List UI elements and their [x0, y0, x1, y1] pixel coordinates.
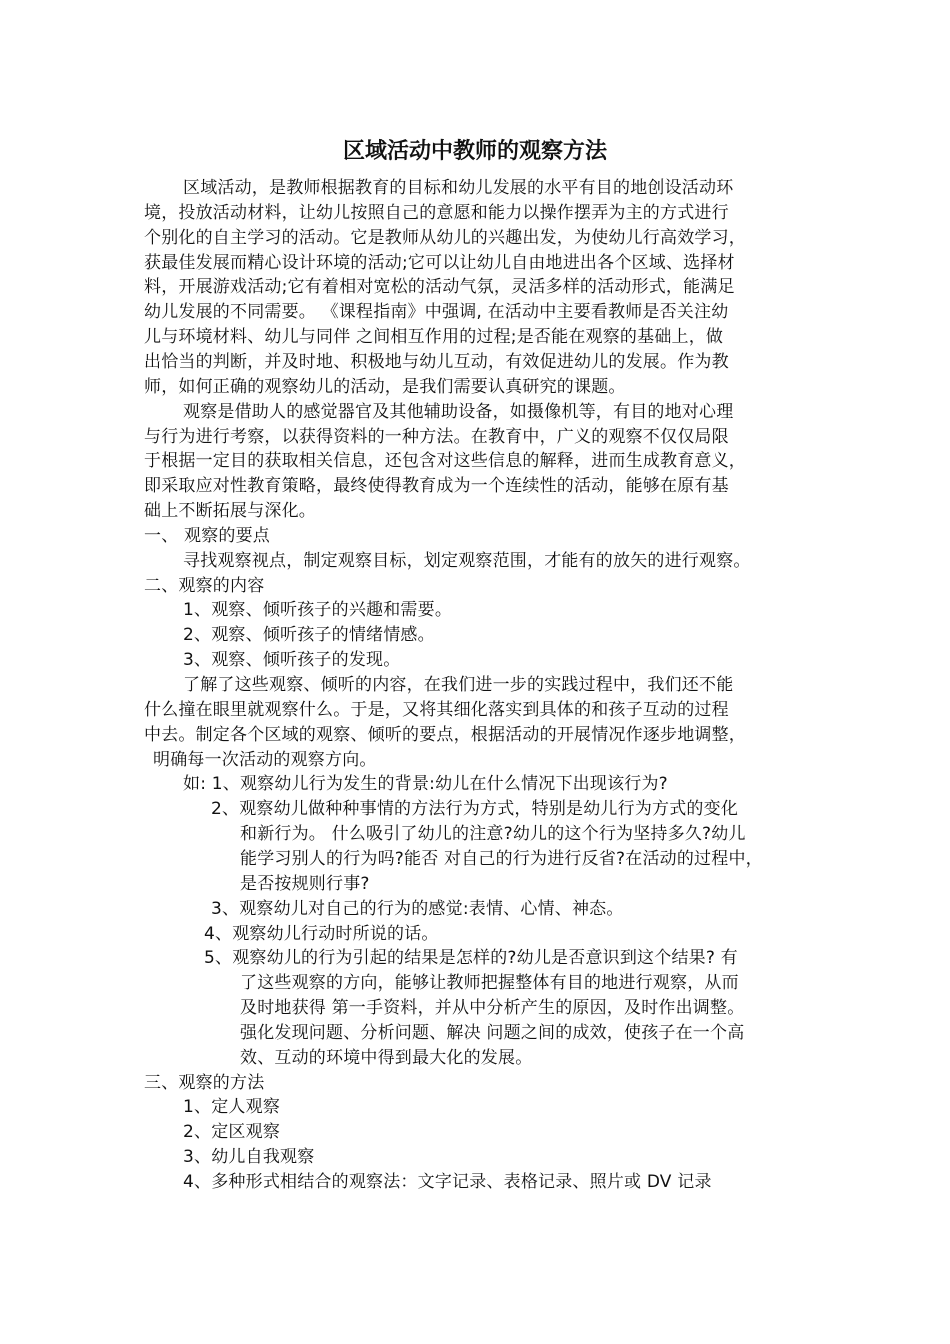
paragraph-line: 及时地获得 第一手资料，并从中分析产生的原因，及时作出调整。 — [240, 998, 745, 1019]
paragraph-line: 4、多种形式相结合的观察法：文字记录、表格记录、照片或 DV 记录 — [183, 1172, 712, 1192]
paragraph-line: 和新行为。 什么吸引了幼儿的注意?幼儿的这个行为坚持多久?幼儿 — [240, 824, 746, 845]
paragraph-line: 什么撞在眼里就观察什么。于是，又将其细化落实到具体的和孩子互动的过程 — [144, 699, 729, 720]
paragraph-line: 了解了这些观察、倾听的内容，在我们进一步的实践过程中，我们还不能 — [183, 675, 734, 695]
paragraph-line: 能学习别人的行为吗?能否 对自己的行为进行反省?在活动的过程中， — [240, 848, 763, 869]
paragraph-line: 是否按规则行事? — [240, 873, 370, 894]
document-title: 区域活动中教师的观察方法 — [342, 139, 607, 164]
paragraph-line: 寻找观察视点，制定观察目标，划定观察范围，才能有的放矢的进行观察。 — [183, 550, 751, 571]
paragraph-line: 了这些观察的方向，能够让教师把握整体有目的地进行观察，从而 — [240, 973, 739, 994]
paragraph-line: 4、观察幼儿行动时所说的话。 — [204, 923, 439, 944]
paragraph-line: 效、互动的环境中得到最大化的发展。 — [240, 1047, 533, 1068]
paragraph-line: 观察是借助人的感觉器官及其他辅助设备，如摄像机等，有目的地对心理 — [183, 401, 734, 422]
paragraph-line: 5、观察幼儿的行为引起的结果是怎样的?幼儿是否意识到这个结果? 有 — [204, 948, 738, 969]
paragraph-line: 3、观察、倾听孩子的发现。 — [183, 650, 401, 671]
paragraph-line: 儿与环境材料、幼儿与同伴 之间相互作用的过程;是否能在观察的基础上，做 — [144, 327, 724, 348]
paragraph-line: 3、幼儿自我观察 — [183, 1147, 315, 1168]
paragraph-line: 境，投放活动材料，让幼儿按照自己的意愿和能力以操作摆弄为主的方式进行 — [144, 202, 729, 223]
paragraph-line: 三、观察的方法 — [144, 1072, 265, 1093]
paragraph-line: 2、观察、倾听孩子的情绪情感。 — [183, 625, 435, 646]
paragraph-line: 明确每一次活动的观察方向。 — [153, 749, 377, 770]
paragraph-line: 2、定区观察 — [183, 1122, 281, 1143]
paragraph-line: 获最佳发展而精心设计环境的活动;它可以让幼儿自由地进出各个区域、选择材 — [144, 252, 735, 273]
paragraph-line: 二、观察的内容 — [144, 575, 265, 596]
paragraph-line: 与行为进行考察，以获得资料的一种方法。在教育中，广义的观察不仅仅局限 — [144, 426, 729, 447]
paragraph-line: 出恰当的判断，并及时地、积极地与幼儿互动，有效促进幼儿的发展。作为教 — [144, 351, 729, 372]
paragraph-line: 即采取应对性教育策略，最终使得教育成为一个连续性的活动，能够在原有基 — [144, 476, 729, 497]
paragraph-line: 个别化的自主学习的活动。它是教师从幼儿的兴趣出发，为使幼儿行高效学习， — [144, 227, 746, 248]
paragraph-line: 中去。制定各个区域的观察、倾听的要点，根据活动的开展情况作逐步地调整， — [144, 724, 746, 745]
paragraph-line: 一、 观察的要点 — [144, 525, 271, 546]
paragraph-line: 1、观察、倾听孩子的兴趣和需要。 — [183, 600, 453, 621]
paragraph-line: 如: 1、观察幼儿行为发生的背景:幼儿在什么情况下出现该行为? — [183, 774, 668, 795]
paragraph-line: 强化发现问题、分析问题、解决 问题之间的成效，使孩子在一个高 — [240, 1022, 745, 1043]
paragraph-line: 于根据一定目的获取相关信息，还包含对这些信息的解释，进而生成教育意义， — [144, 451, 746, 472]
paragraph-line: 1、定人观察 — [183, 1097, 281, 1118]
paragraph-line: 础上不断拓展与深化。 — [144, 501, 316, 522]
paragraph-line: 幼儿发展的不同需要。 《课程指南》中强调, 在活动中主要看教师是否关注幼 — [144, 302, 729, 323]
paragraph-line: 2、观察幼儿做种种事情的方法行为方式，特别是幼儿行为方式的变化 — [211, 799, 739, 820]
paragraph-line: 师，如何正确的观察幼儿的活动，是我们需要认真研究的课题。 — [144, 376, 626, 397]
paragraph-line: 3、观察幼儿对自己的行为的感觉:表情、心情、神态。 — [211, 898, 624, 919]
paragraph-line: 区域活动，是教师根据教育的目标和幼儿发展的水平有目的地创设活动环 — [183, 178, 734, 198]
paragraph-line: 料，开展游戏活动;它有着相对宽松的活动气氛，灵活多样的活动形式，能满足 — [144, 277, 735, 298]
